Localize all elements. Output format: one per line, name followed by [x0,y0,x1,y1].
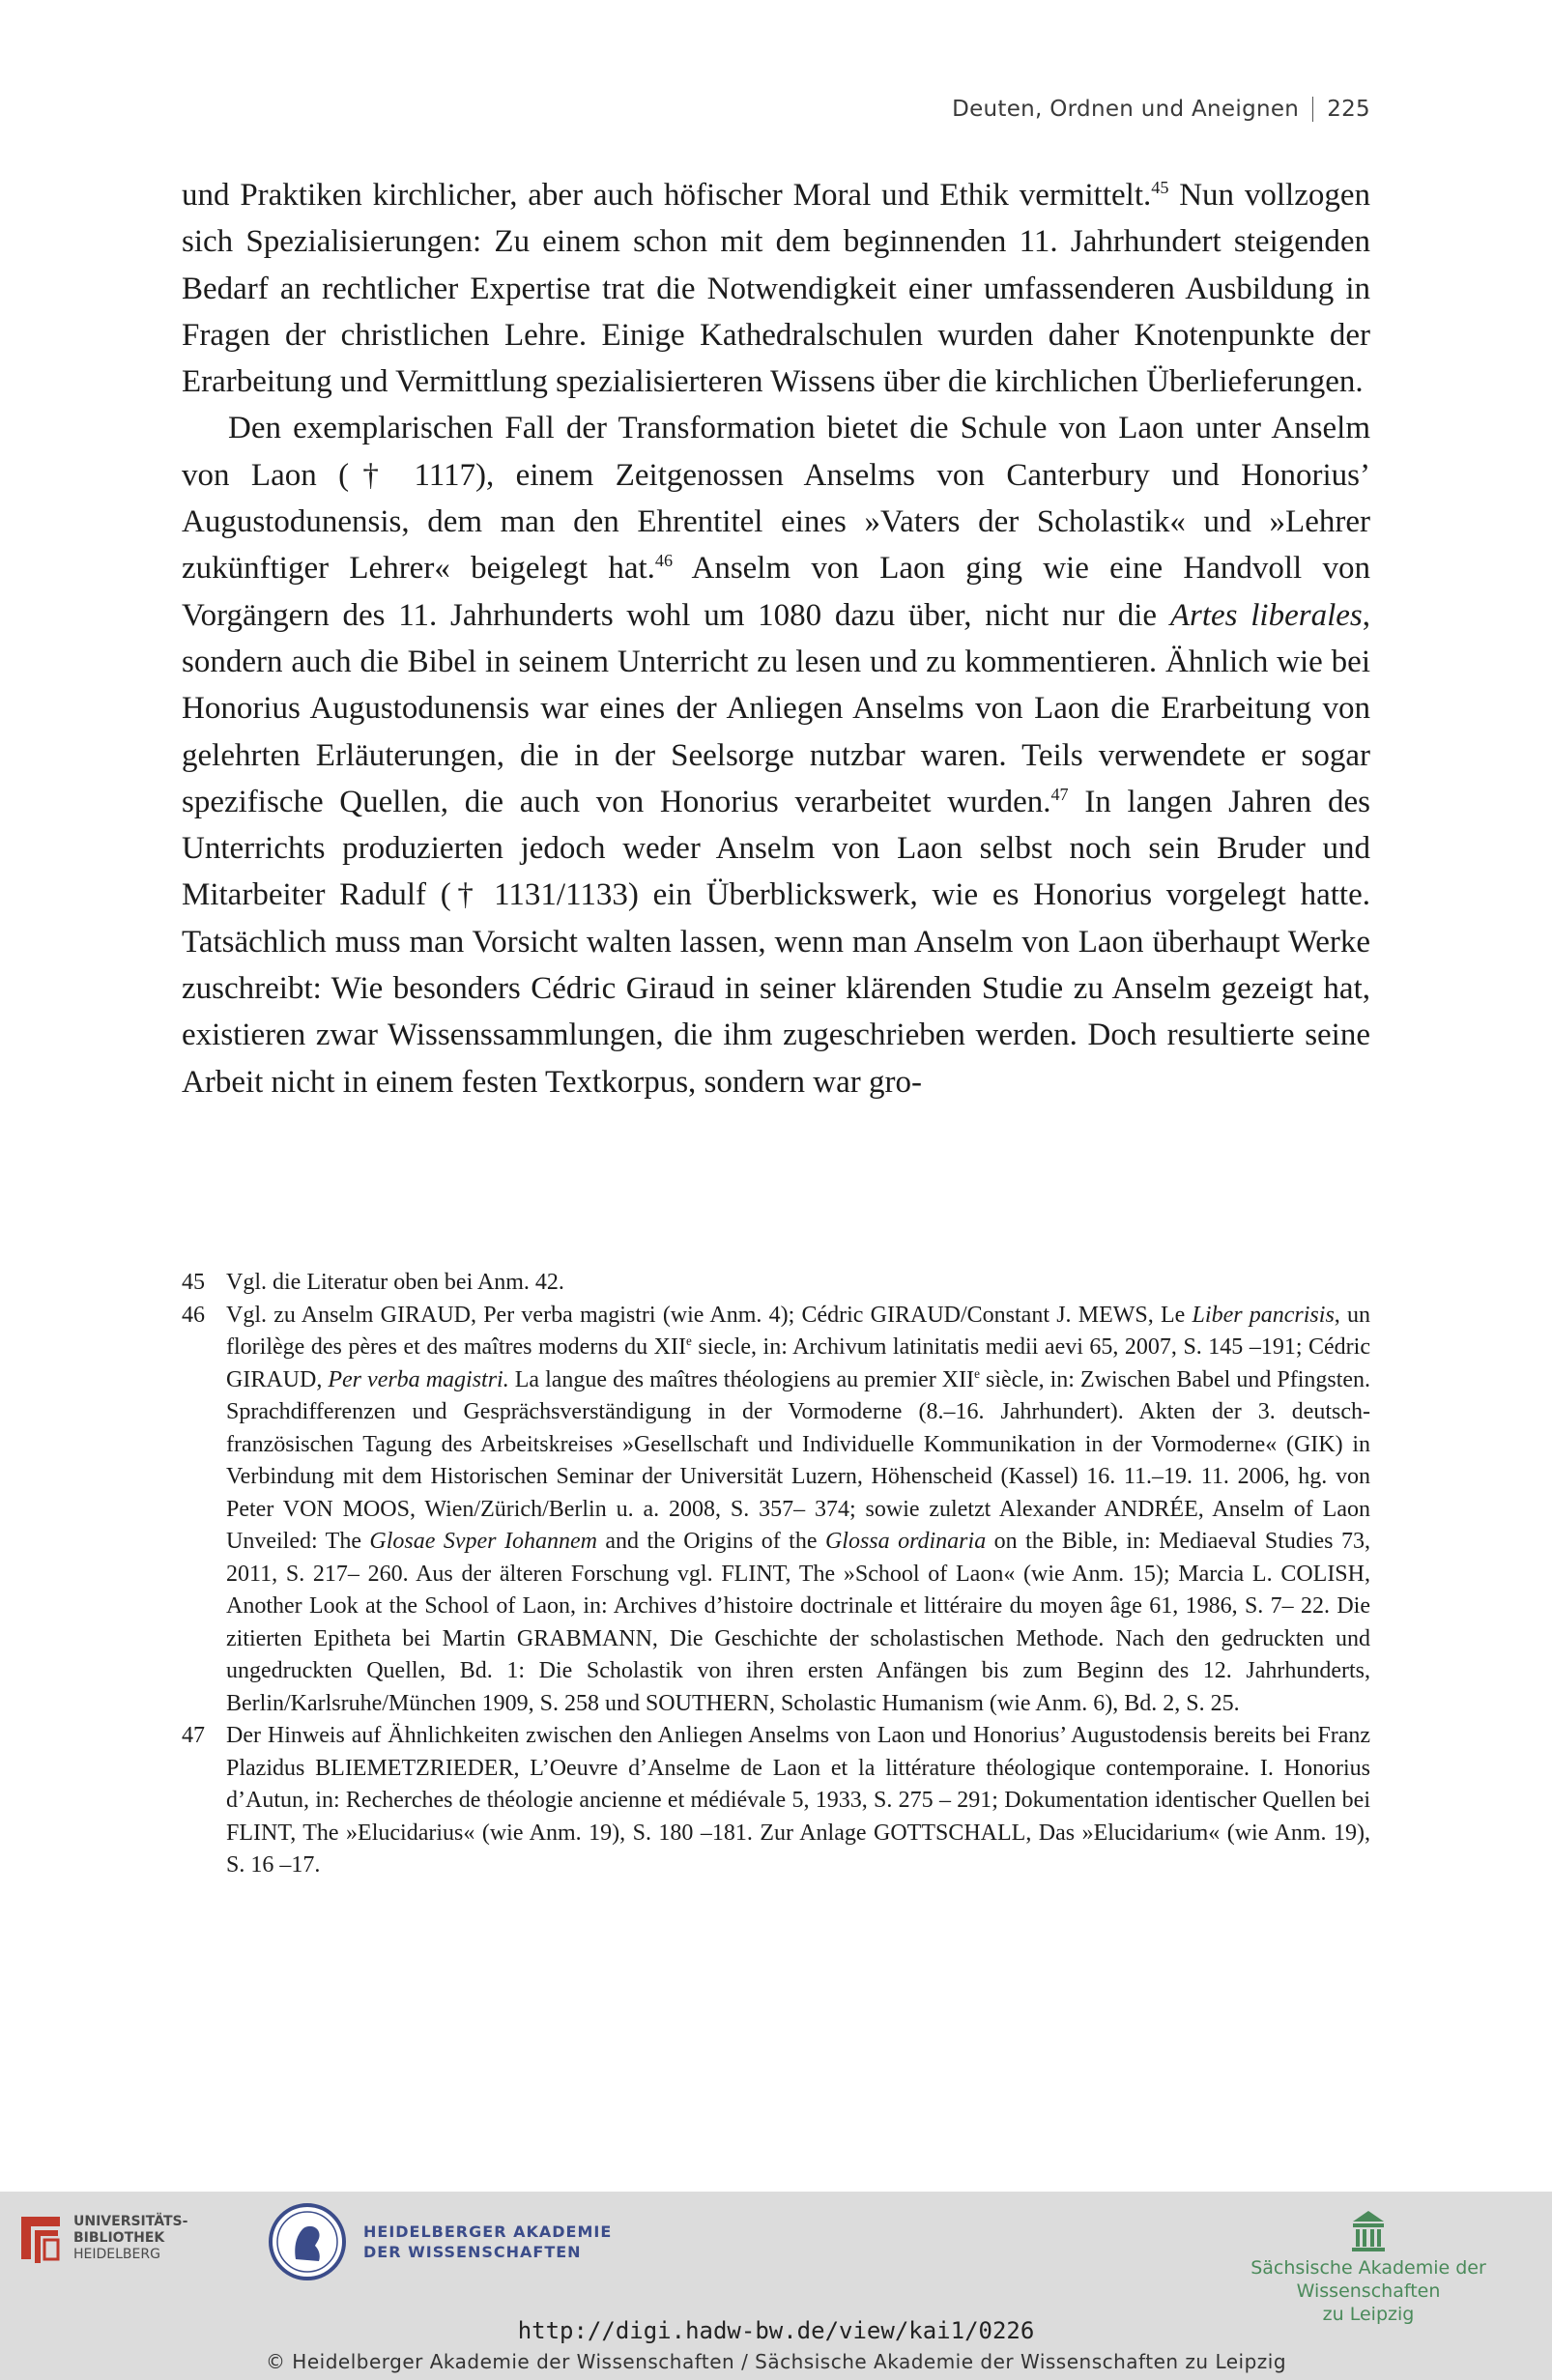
text-run: In langen Jahren des Unterrichts produzierten jedoch weder Anselm von Laon selbst noch sein Bruder und Mitarbeiter Radulf († 1131/1133) ein Überblickswerk, wie es Honorius vorgelegt hatte. Tatsächlich muss man Vorsicht walten lassen, wenn man Anselm von Laon überhaupt Werke zuschreibt: Wie besonders Cédric Giraud in seiner klärenden Studie zu Anselm gezeigt hat, existieren zwar Wissenssammlungen, die ihm zugeschrieben werden. Doch resultierte seine Arbeit nicht in einem festen Textkorpus, sondern war gro- [182,784,1370,1100]
saw-building-icon [1349,2208,1388,2252]
footnote-text [226,1300,1370,1721]
paragraph-1 [182,172,1370,405]
italic-run: Per verba magistri. [328,1366,509,1392]
text-run: La langue des maîtres théologiens au premier XII [508,1366,975,1392]
body-text [182,172,1370,1105]
ub-line-1: UNIVERSITÄTS- [73,2213,188,2229]
saw-leipzig-logo[interactable] [1204,2208,1533,2326]
saw-logo-text [1204,2256,1533,2326]
ub-line-2: BIBLIOTHEK [73,2229,165,2246]
footnote-45 [182,1267,1370,1300]
italic-run: Liber pancrisis [1192,1302,1335,1328]
footnote-47 [182,1720,1370,1882]
running-title: Deuten, Ordnen und Aneignen [952,97,1300,122]
text-run: and the Origins of the [596,1529,825,1554]
saw-line-1: Sächsische Akademie der Wissenschaften [1250,2257,1486,2302]
footnote-ref-47[interactable]: 47 [1050,784,1069,804]
footnote-text: Vgl. die Literatur oben bei Anm. 42. [226,1270,564,1295]
ub-heidelberg-logo[interactable] [15,2209,187,2267]
hadw-logo[interactable] [267,2201,612,2282]
text-run: Anselm von Laon ging wie eine Handvoll von Vorgängern des 11. Jahrhunderts wohl um 1080 dazu über, nicht nur die [182,551,1370,633]
permalink-url[interactable]: http://digi.hadw-bw.de/view/kai1/0226 [517,2317,1035,2344]
hadw-logo-text [363,2222,612,2262]
text-run: Nun vollzogen sich Spezialisierungen: Zu einem schon mit dem beginnenden 11. Jahrhundert steigenden Bedarf an rechtlicher Expertise trat die Notwendigkeit einer umfassenderen Ausbildung in Fragen der christlichen Lehre. Einige Kathedralschulen wurden daher Knotenpunkte der Erarbeitung und Vermittlung spezialisierteren Wissens über die kirchlichen Überlieferungen. [182,178,1370,400]
running-head [952,97,1370,122]
text-run: siecle, in: Archivum latinitatis medii aevi 65, 2007, S. 145 –191; Cédric GIRAUD, [226,1334,1370,1392]
paragraph-2 [182,405,1370,1104]
running-head-divider [1312,97,1313,122]
superscript: e [974,1365,980,1381]
ub-line-3: HEIDELBERG [73,2246,160,2262]
italic-run: Artes liberales [1169,597,1363,633]
footnote-ref-46[interactable]: 46 [654,551,674,571]
copyright-notice: © Heidelberger Akademie der Wissenschaften / Sächsische Akademie der Wissenschaften zu Leipzig [265,2350,1287,2373]
footnote-number: 46 [182,1302,205,1328]
footnote-46 [182,1300,1370,1721]
footnote-number: 45 [182,1270,205,1295]
text-run: und Praktiken kirchlicher, aber auch höfischer Moral und Ethik vermittelt. [182,178,1152,213]
text-run: siècle, in: Zwischen Babel und Pfingsten. Sprachdifferenzen und Gesprächsverständigung in der Vormoderne (8.–16. Jahrhundert). Akten der 3. deutsch-französischen Tagung des Arbeitskreises »Gesellschaft und Individuelle Kommunikation in der Vormoderne« (GIK) in Verbindung mit dem Historischen Seminar der Universität Luzern, Höhenscheid (Kassel) 16. 11.–19. 11. 2006, hg. von Peter VON MOOS, Wien/Zürich/Berlin u. a. 2008, S. 357– 374; sowie zuletzt Alexander ANDRÉE, Anselm of Laon Unveiled: The [226,1366,1371,1554]
superscript: e [686,1333,692,1348]
ub-emblem-icon [15,2209,66,2267]
text-run: , un florilège des pères et des maîtres moderns du XII [226,1302,1371,1360]
page-number: 225 [1327,97,1370,122]
hadw-line-1: HEIDELBERGER AKADEMIE [363,2222,613,2241]
hadw-seal-icon [267,2201,348,2282]
text-run: Den exemplarischen Fall der Transformation bietet die Schule von Laon unter Anselm von Laon († 1117), einem Zeitgenossen Anselms von Canterbury und Honorius’ Augustodunensis, dem man den Ehrentitel eines »Vaters der Scholastik« und »Lehrer zukünftiger Lehrer« beigelegt hat. [182,411,1370,587]
footnote-text: Der Hinweis auf Ähnlichkeiten zwischen den Anliegen Anselms von Laon und Honorius’ Augustodensis bereits bei Franz Plazidus BLIEMETZRIEDER, L’Oeuvre d’Anselme de Laon et la littérature théologique contemporaine. I. Honorius d’Autun, in: Recherches de théologie ancienne et médiévale 5, 1933, S. 275 – 291; Dokumentation identischer Quellen bei FLINT, The »Elucidarius« (wie Anm. 19), S. 180 –181. Zur Anlage GOTTSCHALL, Das »Elucidarium« (wie Anm. 19), S. 16 –17. [226,1723,1370,1878]
saw-line-2: zu Leipzig [1322,2304,1415,2325]
footnote-ref-45[interactable]: 45 [1151,178,1169,197]
ub-logo-text [73,2214,187,2263]
text-run: , sondern auch die Bibel in seinem Unterricht zu lesen und zu kommentieren. Ähnlich wie bei Honorius Augustodunensis war eines der Anliegen Anselms von Laon die Erarbeitung von gelehrten Erläuterungen, die in der Seelsorge nutzbar waren. Teils verwendete er sogar spezifische Quellen, die auch von Honorius verarbeitet wurden. [182,597,1370,819]
italic-run: Glosae Svper Iohannem [369,1529,597,1554]
footnote-number: 47 [182,1723,205,1748]
footnotes [182,1267,1370,1882]
text-run: Vgl. zu Anselm GIRAUD, Per verba magistri (wie Anm. 4); Cédric GIRAUD/Constant J. MEWS, Le [226,1302,1193,1328]
text-run: on the Bible, in: Mediaeval Studies 73, 2011, S. 217– 260. Aus der älteren Forschung vgl. FLINT, The »School of Laon« (wie Anm. 15); Marcia L. COLISH, Another Look at the School of Laon, in: Archives d’histoire doctrinale et littéraire du moyen âge 61, 1986, S. 7– 22. Die zitierten Epitheta bei Martin GRABMANN, Die Geschichte der scholastischen Methode. Nach den gedruckten und ungedruckten Quellen, Bd. 1: Die Scholastik von ihren ersten Anfängen bis zum Beginn des 12. Jahrhunderts, Berlin/Karlsruhe/München 1909, S. 258 und SOUTHERN, Scholastic Humanism (wie Anm. 6), Bd. 2, S. 25. [226,1529,1370,1716]
hadw-line-2: DER WISSENSCHAFTEN [363,2243,582,2261]
italic-run: Glossa ordinaria [824,1529,987,1554]
